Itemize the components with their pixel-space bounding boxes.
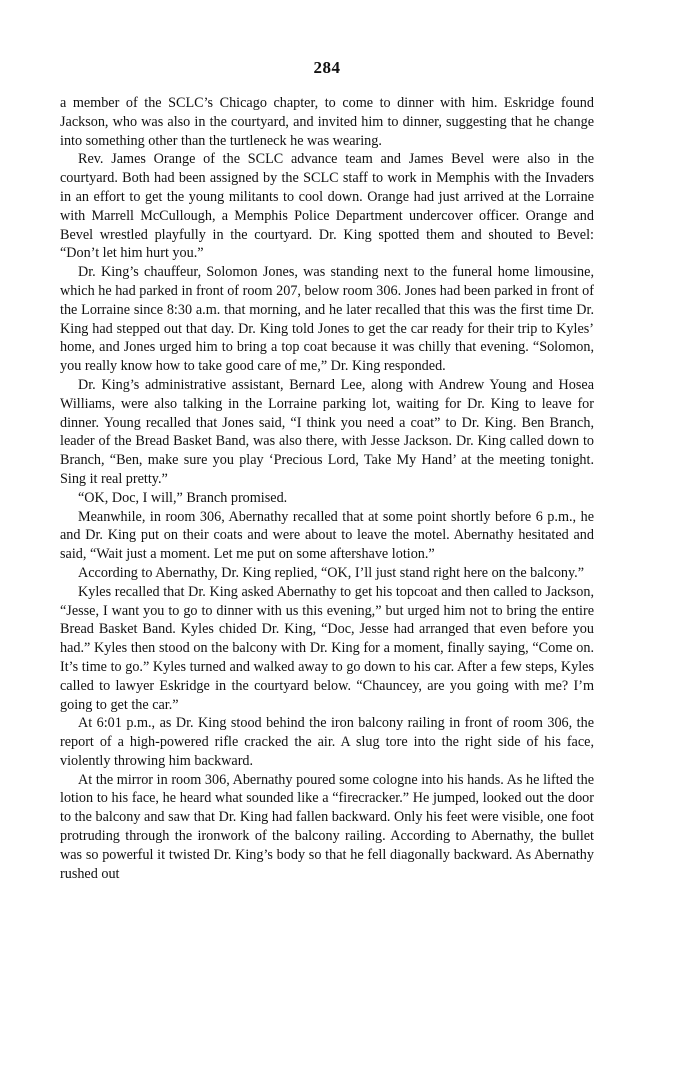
paragraph-1: a member of the SCLC’s Chicago chapter, to come to dinner with him. Eskridge found Jackson, who was also in the courtyard, and invited him to dinner, suggesting that he change into something other than the turtleneck he was wearing. bbox=[60, 95, 594, 149]
paragraph-3: Dr. King’s chauffeur, Solomon Jones, was standing next to the funeral home limousine, which he had parked in front of room 207, below room 306. Jones had been parked in front of the Lorraine since 8:30 a.m. that morning, and he later recalled that this was the first time Dr. King had stepped out that day. Dr. King told Jones to get the car ready for their trip to Kyles’ home, and Jones urged him to bring a top coat because it was chilly that evening. “Solomon, you really know how to take good care of me,” Dr. King responded. bbox=[60, 264, 594, 375]
paragraph-10: At the mirror in room 306, Abernathy poured some cologne into his hands. As he lifted the lotion to his face, he heard what sounded like a “firecracker.” He jumped, looked out the door to the balcony and saw that Dr. King had fallen backward. Only his feet were visible, one foot protruding through the ironwork of the balcony railing. According to Abernathy, the bullet was so powerful it twisted Dr. King’s body so that he fell diagonally backward. As Abernathy rushed out bbox=[60, 771, 594, 882]
paragraph-6: Meanwhile, in room 306, Abernathy recalled that at some point shortly before 6 p.m., he and Dr. King put on their coats and were about to leave the motel. Abernathy hesitated and said, “Wait just a moment. Let me put on some aftershave lotion.” bbox=[60, 508, 594, 563]
paragraph-4: Dr. King’s administrative assistant, Bernard Lee, along with Andrew Young and Hosea Williams, were also talking in the Lorraine parking lot, waiting for Dr. King to leave for dinner. Young recalled that Jones said, “I think you need a coat” to Dr. King. Ben Branch, leader of the Bread Basket Band, was also there, with Jesse Jackson. Dr. King called down to Branch, “Ben, make sure you play ‘Precious Lord, Take My Hand’ at the meeting tonight. Sing it real pretty.” bbox=[60, 376, 594, 487]
paragraph-7: According to Abernathy, Dr. King replied, “OK, I’ll just stand right here on the balcony.” bbox=[78, 564, 585, 581]
paragraph-8: Kyles recalled that Dr. King asked Abernathy to get his topcoat and then called to Jackson, “Jesse, I want you to go to dinner with us this evening,” but urged him not to bring the entire Bread Basket Band. Kyles chided Dr. King, “Doc, Jesse had arranged that even before you had.” Kyles then stood on the balcony with Dr. King for a moment, finally saying, “Come on. It’s time to go.” Kyles turned and walked away to go down to his car. After a few steps, Kyles called to lawyer Eskridge in the courtyard below. “Chauncey, are you going with me? I’m going to get the car.” bbox=[60, 583, 594, 713]
paragraph-5: “OK, Doc, I will,” Branch promised. bbox=[78, 489, 288, 506]
paragraph-9: At 6:01 p.m., as Dr. King stood behind the iron balcony railing in front of room 306, the report of a high-powered rifle cracked the air. A slug tore into the right side of his face, violently throwing him backward. bbox=[60, 715, 594, 769]
page-number: 284 bbox=[313, 58, 341, 77]
body-text bbox=[60, 94, 594, 883]
paragraph-2: Rev. James Orange of the SCLC advance team and James Bevel were also in the courtyard. Both had been assigned by the SCLC staff to work in Memphis with the Invaders in an effort to get the young militants to cool down. Orange had just arrived at the Lorraine with Marrell McCullough, a Memphis Police Department undercover officer. Orange and Bevel wrestled playfully in the courtyard. Dr. King spotted them and shouted to Bevel: “Don’t let him hurt you.” bbox=[60, 151, 594, 262]
